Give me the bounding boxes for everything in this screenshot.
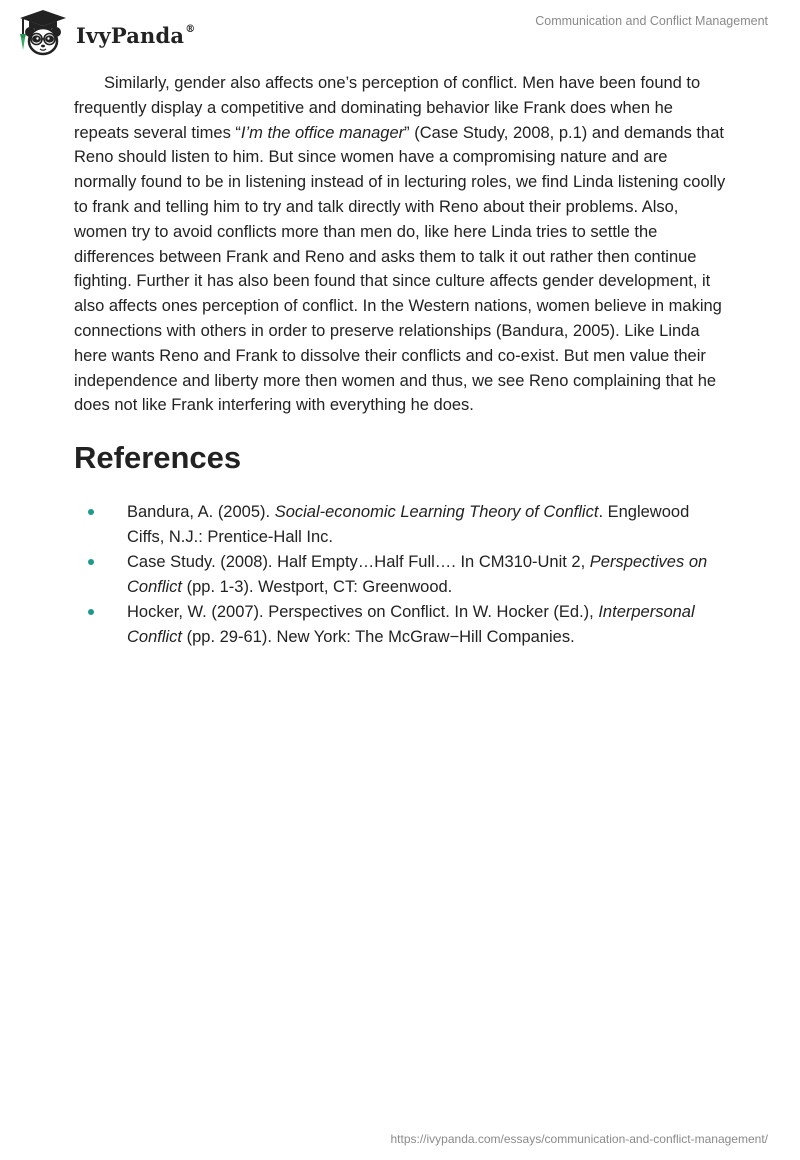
reference-item [74, 550, 730, 600]
reference-text: Bandura, A. (2005). [127, 503, 275, 522]
bullet-icon [88, 559, 94, 565]
footer-url-link[interactable]: https://ivypanda.com/essays/communication-and-conflict-management/ [390, 1132, 768, 1146]
reference-title: Social-economic Learning Theory of Conflict [274, 503, 599, 522]
reference-text: Case Study. (2008). Half Empty…Half Full…. In CM310-Unit 2, [127, 553, 590, 572]
ivypanda-logo[interactable] [14, 8, 195, 58]
paragraph-text-part1: Similarly, gender also affects one’s perception of conflict. Men have been found to frequently display a competitive and dominating behavior like Frank does when he repeats several times “ [74, 74, 701, 142]
bullet-icon [88, 509, 94, 515]
reference-item [74, 600, 730, 650]
paragraph-quote: I’m the office manager [240, 123, 405, 142]
references-list [74, 500, 730, 650]
reference-item [74, 500, 730, 550]
reference-text: (pp. 29-61). New York: The McGraw−Hill Companies. [182, 628, 575, 647]
document-title: Communication and Conflict Management [535, 14, 768, 28]
reference-text: (pp. 1-3). Westport, CT: Greenwood. [182, 578, 453, 597]
brand-name: IvyPanda® [76, 22, 196, 48]
body-paragraph [74, 71, 730, 418]
references-heading: References [74, 440, 242, 476]
bullet-icon [88, 609, 94, 615]
reference-title: Interpersonal Conflict [127, 603, 695, 647]
panda-graduate-icon [14, 8, 72, 58]
paragraph-text-part2: ” (Case Study, 2008, p.1) and demands that Reno should listen to him. But since women have a compromising nature and are normally found to be in listening instead of in lecturing roles, we find Linda listening coolly to frank and telling him to try and talk directly with Reno about their problems. Also, women try to avoid conflicts more than men do, like here Linda tries to settle the differences between Frank and Reno and asks them to talk it out rather then continue fighting. Further it has also been found that since culture affects gender development, it also affects ones perception of conflict. In the Western nations, women believe in making connections with others in order to preserve relationships (Bandura, 2005). Like Linda here wants Reno and Frank to dissolve their conflicts and co-exist. But men value their independence and liberty more then women and thus, we see Reno complaining that he does not like Frank interfering with everything he does. [74, 123, 726, 415]
main-content [74, 71, 730, 650]
reference-text: Hocker, W. (2007). Perspectives on Conflict. In W. Hocker (Ed.), [127, 603, 599, 622]
registered-mark: ® [185, 23, 196, 35]
reference-title: Perspectives on Conflict [127, 553, 708, 597]
reference-text: . Englewood Ciffs, N.J.: Prentice-Hall Inc. [127, 503, 690, 547]
